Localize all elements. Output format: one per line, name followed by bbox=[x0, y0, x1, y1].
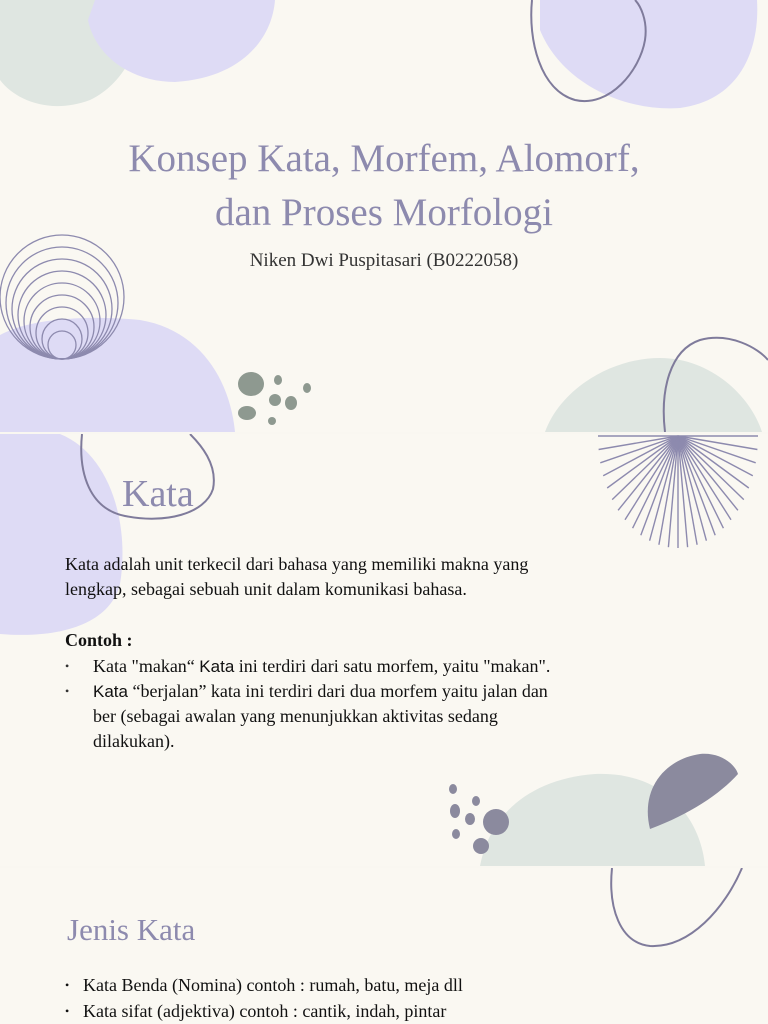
starburst-lines bbox=[598, 436, 758, 548]
list-item bbox=[65, 998, 665, 1024]
jenis-kata-list bbox=[65, 972, 665, 1024]
bullet-dot: • bbox=[65, 1004, 70, 1018]
lavender-blob-left bbox=[0, 434, 123, 635]
kata-heading: Kata bbox=[122, 473, 194, 515]
title-line-2: dan Proses Morfologi bbox=[215, 191, 553, 234]
bullet-dot: • bbox=[65, 684, 70, 698]
example-2-kata: Kata bbox=[93, 682, 128, 701]
title-slide bbox=[0, 0, 768, 432]
lavender-blob-top-right bbox=[540, 0, 757, 108]
lavender-blob-bottom-left bbox=[0, 318, 235, 432]
definition-line-2: lengkap, sebagai sebuah unit dalam komunikasi bahasa. bbox=[65, 579, 467, 599]
sage-dots-cluster bbox=[238, 372, 311, 425]
definition-line-1: Kata adalah unit terkecil dari bahasa yang memiliki makna yang bbox=[65, 554, 529, 574]
example-2-line-2: ber (sebagai awalan yang menunjukkan aktivitas sedang bbox=[93, 706, 498, 726]
jenis-item-2: Kata sifat (adjektiva) contoh : cantik, indah, pintar bbox=[83, 1001, 447, 1021]
jenis-kata-heading: Jenis Kata bbox=[67, 912, 196, 947]
author-subtitle: Niken Dwi Puspitasari (B0222058) bbox=[249, 250, 519, 271]
jenis-item-1: Kata Benda (Nomina) contoh : rumah, batu, meja dll bbox=[83, 975, 463, 995]
title-line-1: Konsep Kata, Morfem, Alomorf, bbox=[128, 137, 640, 180]
list-item bbox=[65, 654, 645, 679]
bullet-dot: • bbox=[65, 659, 70, 673]
kata-definition bbox=[65, 552, 635, 602]
example-1-kata: Kata bbox=[199, 657, 235, 676]
contoh-label: Contoh : bbox=[65, 630, 133, 650]
list-item bbox=[65, 972, 665, 998]
example-2-line-1: “berjalan” kata ini terdiri dari dua morfem yaitu jalan dan bbox=[127, 681, 548, 701]
bullet-dot: • bbox=[65, 978, 70, 992]
list-item bbox=[65, 679, 645, 754]
outline-loop-top-right bbox=[611, 868, 742, 946]
kata-slide bbox=[0, 434, 768, 866]
example-2-line-3: dilakukan). bbox=[93, 731, 175, 751]
gray-leaf-blob bbox=[648, 754, 738, 829]
contoh-list bbox=[65, 654, 645, 754]
sage-dome-bottom-right bbox=[545, 358, 762, 432]
example-1-post: ini terdiri dari satu morfem, yaitu "makan". bbox=[234, 656, 551, 676]
jenis-kata-slide bbox=[0, 868, 768, 1024]
presentation-title bbox=[0, 132, 768, 240]
example-1-pre: Kata "makan“ bbox=[93, 656, 200, 676]
